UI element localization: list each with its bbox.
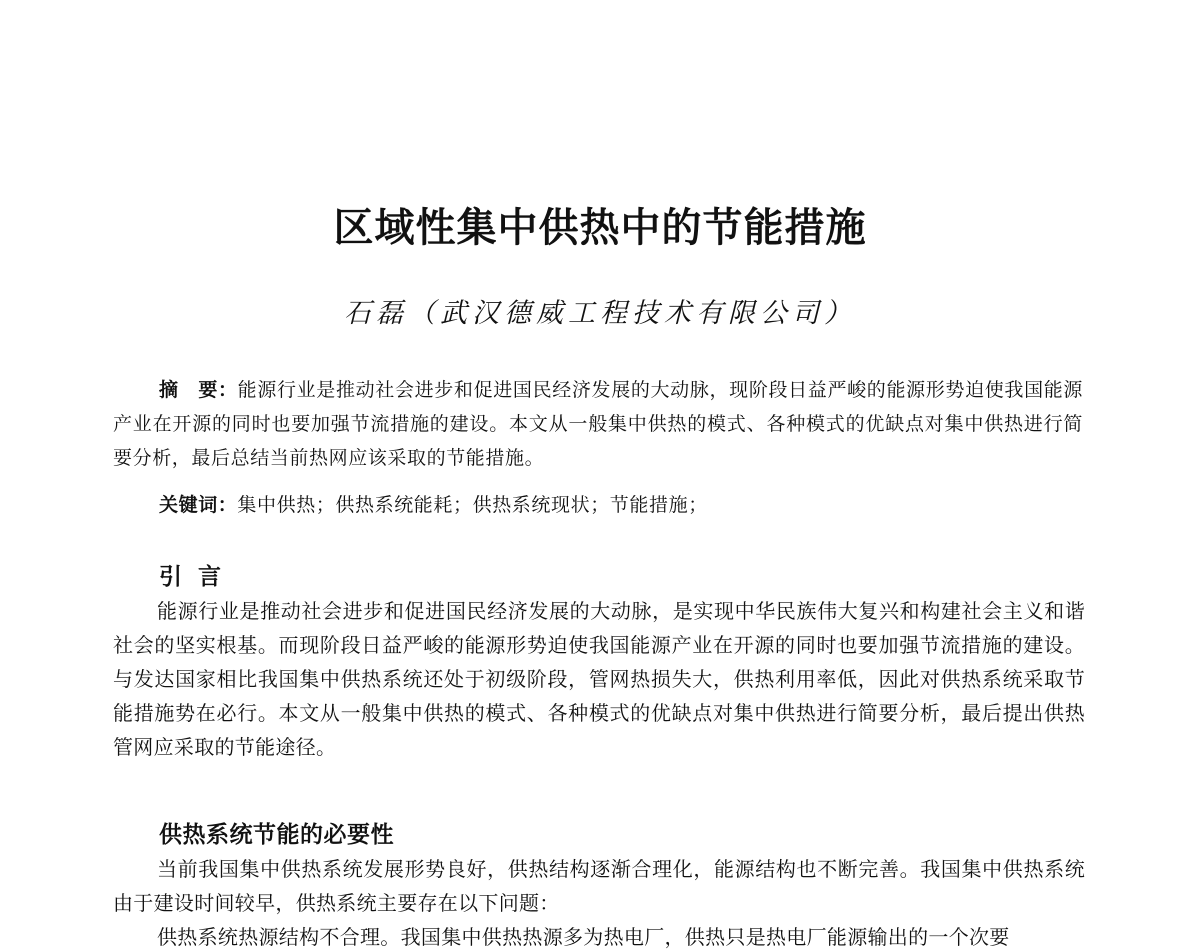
introduction-paragraph: 能源行业是推动社会进步和促进国民经济发展的大动脉，是实现中华民族伟大复兴和构建社会主义和谐社会的坚实根基。而现阶段日益严峻的能源形势迫使我国能源产业在开源的同时也要加强节流措施的建设。与发达国家相比我国集中供热系统还处于初级阶段，管网热损失大，供热利用率低，因此对供热系统采取节能措施势在必行。本文从一般集中供热的模式、各种模式的优缺点对集中供热进行简要分析，最后提出供热管网应采取的节能途径。 [113,599,1085,759]
section-heading-necessity: 供热系统节能的必要性 [159,822,394,848]
heat-source-paragraph: 供热系统热源结构不合理。我国集中供热热源多为热电厂，供热只是热电厂能源输出的一个次要 [157,925,1010,949]
paper-title: 区域性集中供热中的节能措施 [333,204,867,251]
keywords-label: 关键词： [159,494,238,516]
necessity-paragraph: 当前我国集中供热系统发展形势良好，供热结构逐渐合理化，能源结构也不断完善。我国集中供热系统由于建设时间较早，供热系统主要存在以下问题： [113,857,1085,915]
abstract-text: 能源行业是推动社会进步和促进国民经济发展的大动脉，现阶段日益严峻的能源形势迫使我国能源产业在开源的同时也要加强节流措施的建设。本文从一般集中供热的模式、各种模式的优缺点对集中供热进行简要分析，最后总结当前热网应该采取的节能措施。 [113,379,1083,469]
author-affiliation: 石磊（武汉德威工程技术有限公司） [344,298,856,329]
abstract [113,373,1083,475]
keywords-text: 集中供热；供热系统能耗；供热系统现状；节能措施； [237,494,708,516]
abstract-label: 摘 要： [159,379,238,401]
section-heading-introduction: 引言 [159,564,237,590]
keywords [159,488,1089,522]
